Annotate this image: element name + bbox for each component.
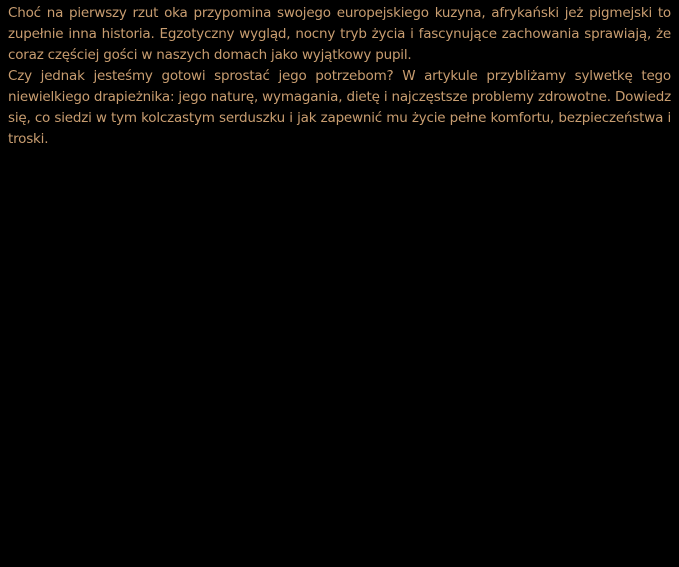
article-body: [0, 0, 679, 150]
second-paragraph: Czy jednak jesteśmy gotowi sprostać jego potrzebom? W artykule przybliżamy sylwetkę tego niewielkiego drapieżnika: jego naturę, wymagania, dietę i najczęstsze problemy zdrowotne. Dowiedz się, co siedzi w tym kolczastym serduszku i jak zapewnić mu życie pełne komfortu, bezpieczeństwa i troski.: [8, 68, 671, 147]
intro-paragraph: Choć na pierwszy rzut oka przypomina swojego europejskiego kuzyna, afrykański jeż pigmejski to zupełnie inna historia. Egzotyczny wygląd, nocny tryb życia i fascynujące zachowania sprawiają, że coraz częściej gości w naszych domach jako wyjątkowy pupil.: [8, 5, 671, 63]
